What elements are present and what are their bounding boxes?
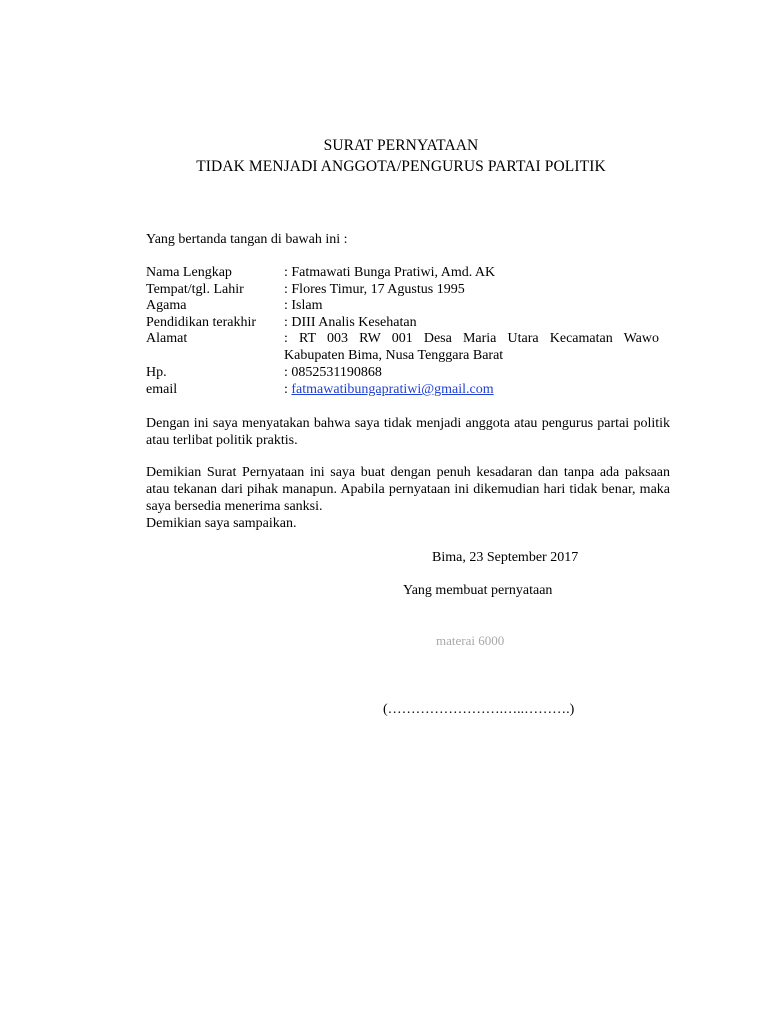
email-row [284, 381, 494, 398]
email-link[interactable]: fatmawatibungapratiwi@gmail.com [291, 382, 494, 397]
signature-caption: Yang membuat pernyataan [403, 583, 553, 598]
education-value: : DIII Analis Kesehatan [284, 315, 417, 330]
address-value-line1: : RT 003 RW 001 Desa Maria Utara Kecamatan Wawo [284, 331, 659, 346]
statement-paragraph: Dengan ini saya menyatakan bahwa saya tidak menjadi anggota atau pengurus partai politik atau terlibat politik praktis. [146, 416, 670, 448]
signature-name-line: (…………………….…..……….) [383, 702, 575, 717]
religion-label: Agama [146, 298, 187, 313]
birth-value: : Flores Timur, 17 Agustus 1995 [284, 282, 465, 297]
phone-value: : 0852531190868 [284, 365, 382, 380]
intro-text: Yang bertanda tangan di bawah ini : [146, 232, 348, 247]
stamp-placeholder: materai 6000 [436, 633, 505, 648]
document-title: SURAT PERNYATAAN [323, 137, 479, 154]
closing-paragraph: Demikian Surat Pernyataan ini saya buat dengan penuh kesadaran dan tanpa ada paksaan atau tekanan dari pihak manapun. Apabila pernyataan ini dikemudian hari tidak benar, maka saya bersedia menerima sanksi. [146, 465, 670, 514]
email-label: email [146, 382, 178, 397]
name-label: Nama Lengkap [146, 265, 232, 280]
birth-label: Tempat/tgl. Lahir [146, 282, 244, 297]
phone-label: Hp. [146, 365, 167, 380]
place-date: Bima, 23 September 2017 [432, 550, 579, 565]
address-value-line2: Kabupaten Bima, Nusa Tenggara Barat [284, 348, 504, 363]
name-value: : Fatmawati Bunga Pratiwi, Amd. AK [284, 265, 496, 280]
education-label: Pendidikan terakhir [146, 315, 257, 330]
email-prefix: : [284, 382, 292, 397]
document-subtitle: TIDAK MENJADI ANGGOTA/PENGURUS PARTAI POLITIK [196, 158, 606, 175]
religion-value: : Islam [284, 298, 323, 313]
address-label: Alamat [146, 331, 188, 346]
final-sentence: Demikian saya sampaikan. [146, 516, 297, 531]
